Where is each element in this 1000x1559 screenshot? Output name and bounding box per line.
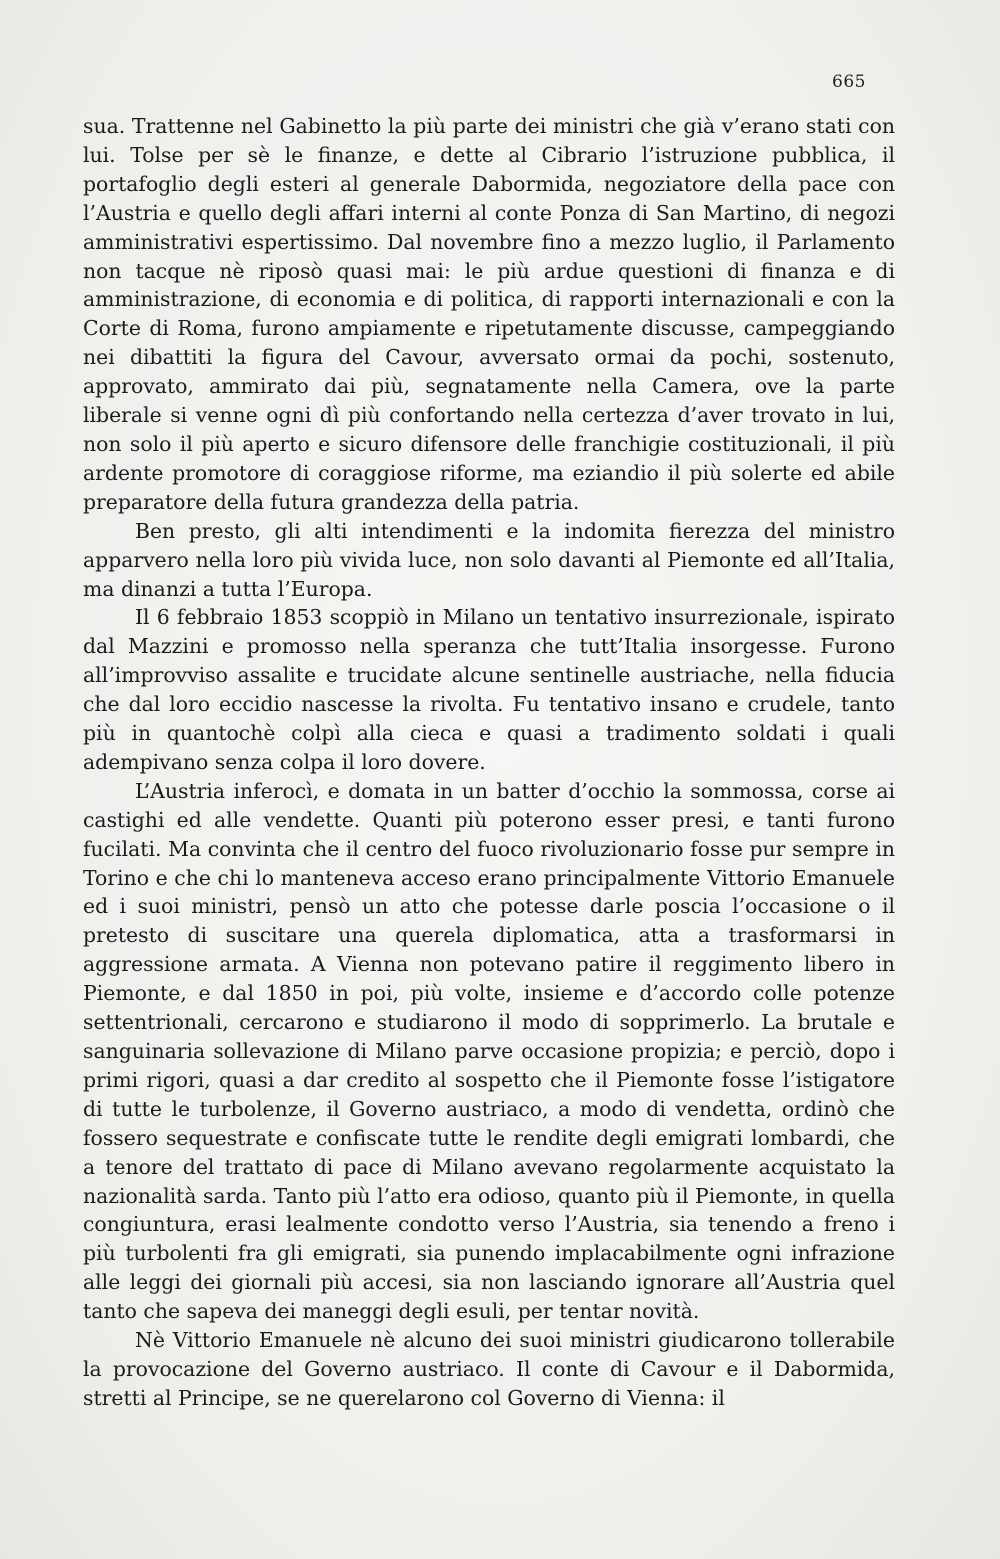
page-number: 665 [832,72,866,92]
paragraph-2: Ben presto, gli alti intendimenti e la indomita fierezza del ministro apparvero nella loro più vivida luce, non solo davanti al Piemonte ed all’Italia, ma dinanzi a tutta l’Europa. [83,518,895,601]
body-text [83,112,895,1413]
paragraph-3: Il 6 febbraio 1853 scoppiò in Milano un tentativo insurrezionale, ispirato dal Mazzini e promosso nella speranza che tutt’Italia insorgesse. Furono all’improvviso assalite e trucidate alcune sentinelle austriache, nella fiducia che dal loro eccidio nascesse la rivolta. Fu tentativo insano e crudele, tanto più in quantochè colpì alla cieca e quasi a tradimento soldati i quali adempivano senza colpa il loro dovere. [83,605,895,774]
paragraph-4: L’Austria inferocì, e domata in un batter d’occhio la sommossa, corse ai castighi ed alle vendette. Quanti più poterono esser presi, e tanti furono fucilati. Ma convinta che il centro del fuoco rivoluzionario fosse pur sempre in Torino e che chi lo manteneva acceso erano principalmente Vittorio Emanuele ed i suoi ministri, pensò un atto che potesse darle poscia l’occasione o il pretesto di suscitare una querela diplomatica, atta a trasformarsi in aggressione armata. A Vienna non potevano patire il reggimento libero in Piemonte, e dal 1850 in poi, più volte, insieme e d’accordo colle potenze settentrionali, cercarono e studiarono il modo di sopprimerlo. La brutale e sanguinaria sollevazione di Milano parve occasione propizia; e perciò, dopo i primi rigori, quasi a dar credito al sospetto che il Piemonte fosse l’istigatore di tutte le turbolenze, il Governo austriaco, a modo di vendetta, ordinò che fossero sequestrate e confiscate tutte le rendite degli emigrati lombardi, che a tenore del trattato di pace di Milano avevano regolarmente acquistato la nazionalità sarda. Tanto più l’atto era odioso, quanto più il Piemonte, in quella congiuntura, erasi lealmente condotto verso l’Austria, sia tenendo a freno i più turbolenti fra gli emigrati, sia punendo implacabilmente ogni infrazione alle leggi dei giornali più accesi, sia non lasciando ignorare all’Austria quel tanto che sapeva dei maneggi degli esuli, per tentar novità. [83,778,895,1324]
paragraph-1: sua. Trattenne nel Gabinetto la più parte dei ministri che già v’erano stati con lui. Tolse per sè le finanze, e dette al Cibrario l’istruzione pubblica, il portafoglio degli esteri al generale Dabormida, negoziatore della pace con l’Austria e quello degli affari interni al conte Ponza di San Martino, di negozi amministrativi espertissimo. Dal novembre fino a mezzo luglio, il Parlamento non tacque nè riposò quasi mai: le più ardue questioni di finanza e di amministrazione, di economia e di politica, di rapporti internazionali e con la Corte di Roma, furono ampiamente e ripetutamente discusse, campeggiando nei dibattiti la figura del Cavour, avversato ormai da pochi, sostenuto, approvato, ammirato dai più, segnatamente nella Camera, ove la parte liberale si venne ogni dì più confortando nella certezza d’aver trovato in lui, non solo il più aperto e sicuro difensore delle franchigie costituzionali, il più ardente promotore di coraggiose riforme, ma eziandio il più solerte ed abile preparatore della futura grandezza della patria. [83,114,895,514]
paragraph-5: Nè Vittorio Emanuele nè alcuno dei suoi ministri giudicarono tollerabile la provocazione del Governo austriaco. Il conte di Cavour e il Dabormida, stretti al Principe, se ne querelarono col Governo di Vienna: il [83,1328,895,1410]
